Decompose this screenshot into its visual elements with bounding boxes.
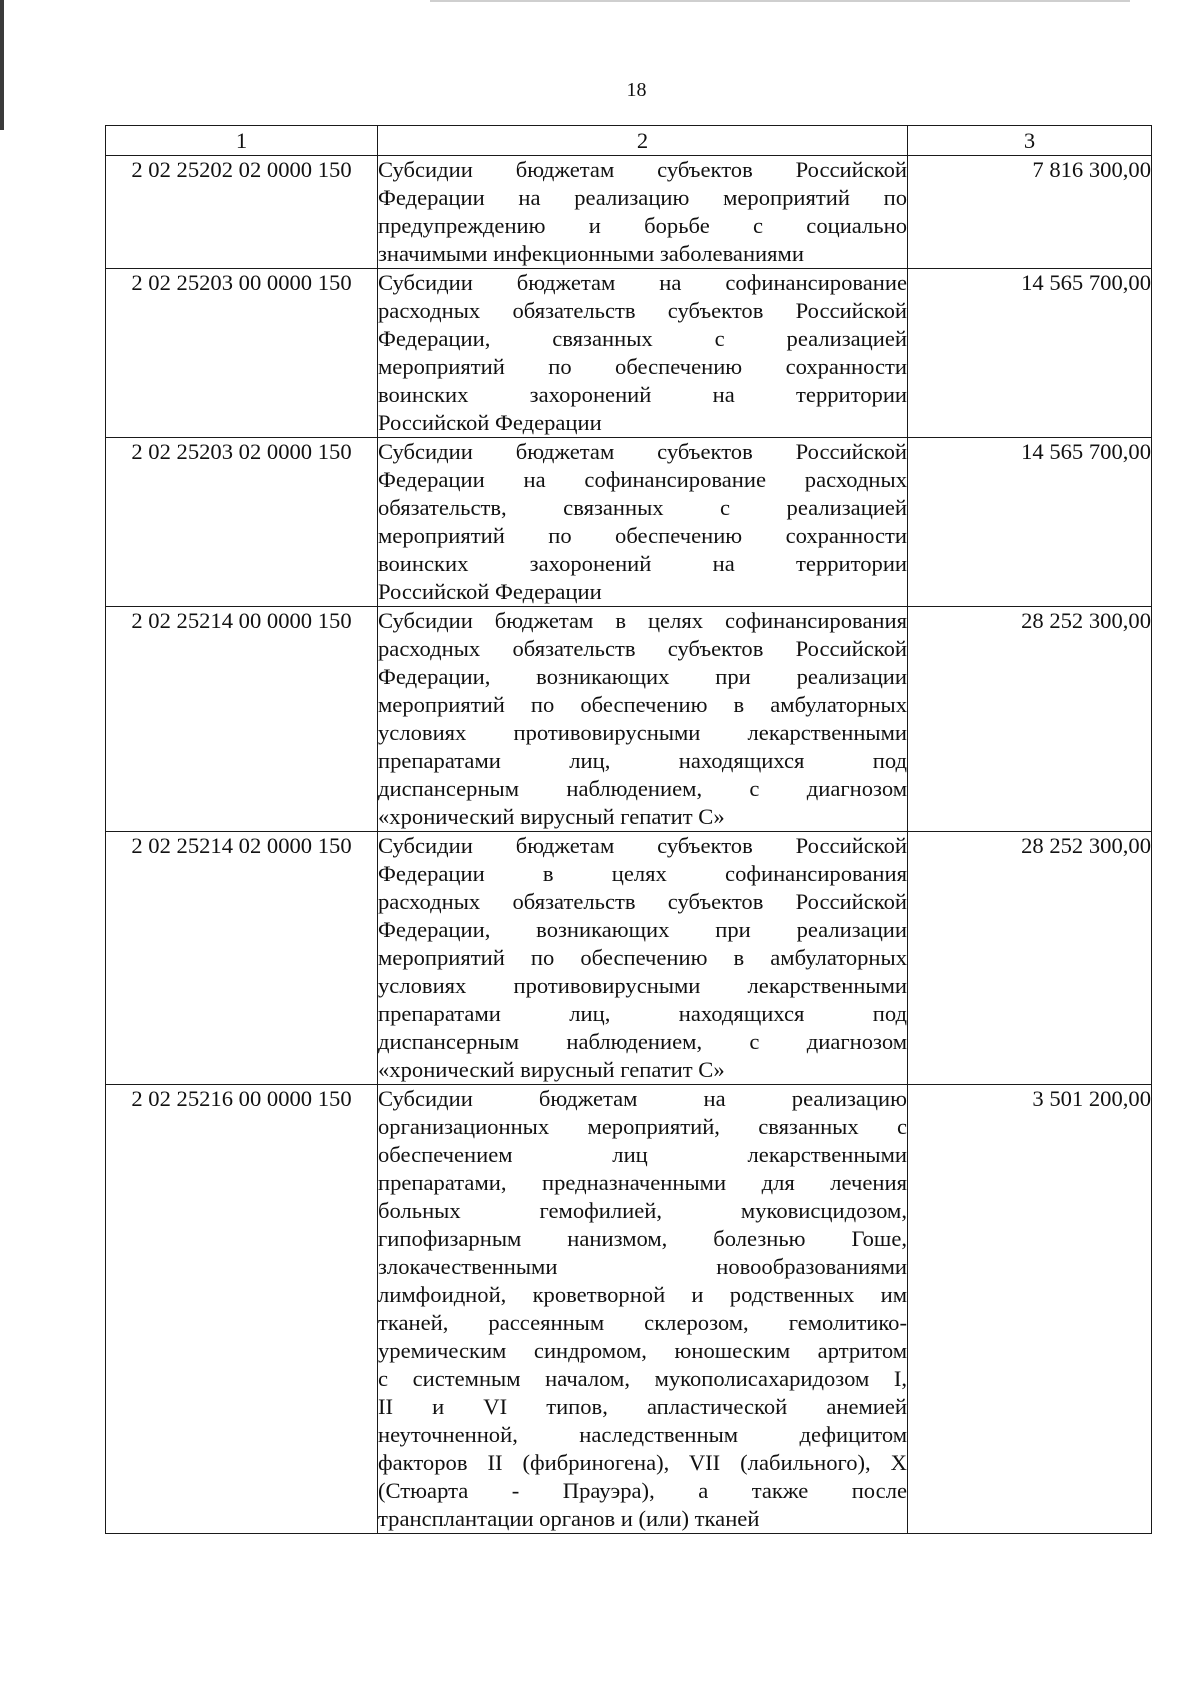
description-line: Субсидии бюджетам на софинансирование	[378, 270, 907, 295]
description-line: гипофизарным нанизмом, болезнью Гоше,	[378, 1226, 907, 1251]
description-line: уремическим синдромом, юношеским артритом	[378, 1338, 907, 1363]
description-cell	[378, 438, 908, 607]
table-body	[106, 156, 1152, 1534]
table-row	[106, 438, 1152, 607]
description-line: Субсидии бюджетам субъектов Российской	[378, 439, 907, 464]
scan-top-edge	[430, 0, 1130, 2]
description-line: расходных обязательств субъектов Российской	[378, 636, 907, 661]
description-line: Федерации, возникающих при реализации	[378, 917, 907, 942]
description-line: (Стюарта - Прауэра), а также после	[378, 1478, 907, 1503]
amount-cell: 28 252 300,00	[908, 607, 1152, 832]
description-line: расходных обязательств субъектов Российской	[378, 298, 907, 323]
description-line: диспансерным наблюдением, с диагнозом	[378, 776, 907, 801]
amount-cell: 3 501 200,00	[908, 1085, 1152, 1534]
description-line: обязательств, связанных с реализацией	[378, 495, 907, 520]
table-row	[106, 607, 1152, 832]
description-line: препаратами лиц, находящихся под	[378, 748, 907, 773]
description-line: воинских захоронений на территории	[378, 382, 907, 407]
column-header-1: 1	[106, 126, 378, 156]
description-line: злокачественными новообразованиями	[378, 1254, 907, 1279]
description-line: организационных мероприятий, связанных с	[378, 1114, 907, 1139]
budget-code-cell: 2 02 25214 00 0000 150	[106, 607, 378, 832]
description-line: обеспечением лиц лекарственными	[378, 1142, 907, 1167]
description-cell	[378, 156, 908, 269]
description-line: предупреждению и борьбе с социально	[378, 213, 907, 238]
description-line: Российской Федерации	[378, 579, 602, 604]
description-line: мероприятий по обеспечению в амбулаторных	[378, 692, 907, 717]
budget-code-cell: 2 02 25202 02 0000 150	[106, 156, 378, 269]
budget-code-cell: 2 02 25216 00 0000 150	[106, 1085, 378, 1534]
description-line: трансплантации органов и (или) тканей	[378, 1506, 760, 1531]
description-line: Субсидии бюджетам на реализацию	[378, 1086, 907, 1111]
amount-cell: 14 565 700,00	[908, 438, 1152, 607]
description-line: неуточненной, наследственным дефицитом	[378, 1422, 907, 1447]
description-cell	[378, 1085, 908, 1534]
description-line: мероприятий по обеспечению сохранности	[378, 523, 907, 548]
description-line: расходных обязательств субъектов Российской	[378, 889, 907, 914]
description-line: Субсидии бюджетам субъектов Российской	[378, 157, 907, 182]
description-line: Субсидии бюджетам в целях софинансирования	[378, 608, 907, 633]
column-header-2: 2	[378, 126, 908, 156]
description-line: Российской Федерации	[378, 410, 602, 435]
description-line: мероприятий по обеспечению в амбулаторных	[378, 945, 907, 970]
description-line: II и VI типов, апластической анемией	[378, 1394, 907, 1419]
description-line: лимфоидной, кроветворной и родственных им	[378, 1282, 907, 1307]
page-number: 18	[626, 79, 647, 101]
description-line: Федерации в целях софинансирования	[378, 861, 907, 886]
table-row	[106, 269, 1152, 438]
description-line: больных гемофилией, муковисцидозом,	[378, 1198, 907, 1223]
description-cell	[378, 269, 908, 438]
description-line: препаратами, предназначенными для лечения	[378, 1170, 907, 1195]
description-line: «хронический вирусный гепатит С»	[378, 804, 725, 829]
description-cell	[378, 607, 908, 832]
description-line: Федерации, связанных с реализацией	[378, 326, 907, 351]
description-line: «хронический вирусный гепатит С»	[378, 1057, 725, 1082]
budget-table	[105, 125, 1152, 1534]
description-line: мероприятий по обеспечению сохранности	[378, 354, 907, 379]
description-line: Федерации, возникающих при реализации	[378, 664, 907, 689]
description-cell	[378, 832, 908, 1085]
scan-edge-shadow	[0, 0, 4, 130]
description-line: значимыми инфекционными заболеваниями	[378, 241, 804, 266]
description-line: тканей, рассеянным склерозом, гемолитико-	[378, 1310, 907, 1335]
description-line: препаратами лиц, находящихся под	[378, 1001, 907, 1026]
table-row	[106, 156, 1152, 269]
description-line: условиях противовирусными лекарственными	[378, 720, 907, 745]
table-row	[106, 832, 1152, 1085]
description-line: Федерации на реализацию мероприятий по	[378, 185, 907, 210]
budget-code-cell: 2 02 25203 02 0000 150	[106, 438, 378, 607]
description-line: с системным началом, мукополисахаридозом I,	[378, 1366, 907, 1391]
amount-cell: 7 816 300,00	[908, 156, 1152, 269]
amount-cell: 28 252 300,00	[908, 832, 1152, 1085]
budget-code-cell: 2 02 25203 00 0000 150	[106, 269, 378, 438]
budget-code-cell: 2 02 25214 02 0000 150	[106, 832, 378, 1085]
table-header-row	[106, 126, 1152, 156]
description-line: Субсидии бюджетам субъектов Российской	[378, 833, 907, 858]
amount-cell: 14 565 700,00	[908, 269, 1152, 438]
description-line: Федерации на софинансирование расходных	[378, 467, 907, 492]
column-header-3: 3	[908, 126, 1152, 156]
description-line: воинских захоронений на территории	[378, 551, 907, 576]
table-row	[106, 1085, 1152, 1534]
description-line: диспансерным наблюдением, с диагнозом	[378, 1029, 907, 1054]
description-line: факторов II (фибриногена), VII (лабильного), X	[378, 1450, 907, 1475]
description-line: условиях противовирусными лекарственными	[378, 973, 907, 998]
